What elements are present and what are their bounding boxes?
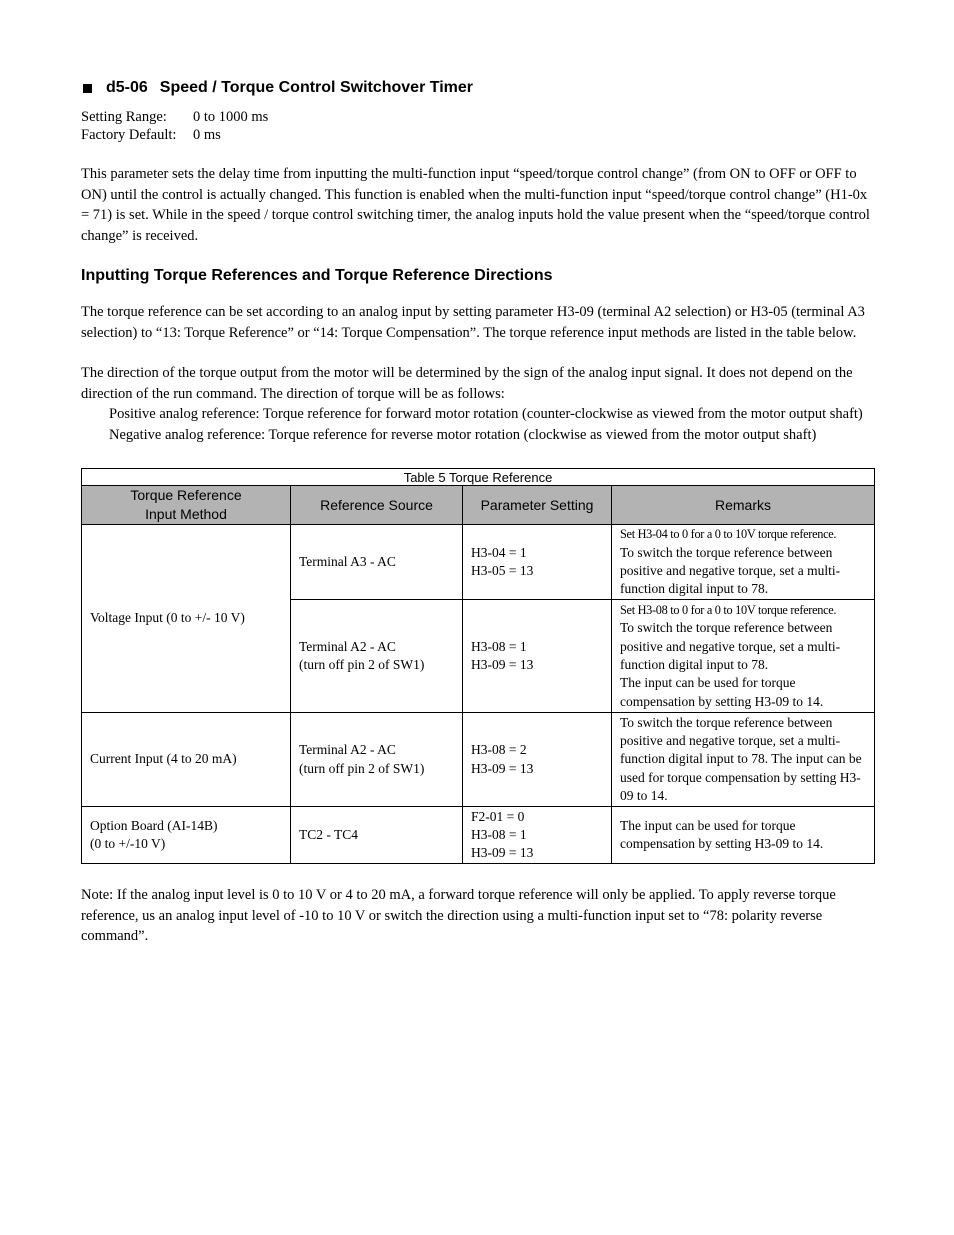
- r4-reference-source: TC2 - TC4: [291, 807, 463, 864]
- header-method-line2: Input Method: [145, 506, 227, 522]
- parameter-heading: [81, 78, 878, 98]
- torque-reference-table: [81, 468, 875, 864]
- table-row: [82, 525, 875, 600]
- negative-reference-item: Negative analog reference: Torque reference for reverse motor rotation (clockwise as viewed from the motor output shaft): [109, 426, 817, 443]
- table-row: [82, 807, 875, 864]
- r3-source-line: (turn off pin 2 of SW1): [299, 760, 425, 776]
- r1-reference-source: Terminal A3 - AC: [291, 525, 463, 600]
- analog-input-note: Note: If the analog input level is 0 to 10 V or 4 to 20 mA, a forward torque reference will only be applied. To apply reverse torque reference, us an analog input level of -10 to 10 V or switch the direction using a multi-function input set to “78: polarity reverse command”.: [81, 887, 836, 944]
- setting-range-value: 0 to 1000 ms: [193, 109, 269, 125]
- r2-remark-line: To switch the torque reference between positive and negative torque, set a multi-function digital input to 78.: [620, 620, 841, 672]
- parameter-description: This parameter sets the delay time from inputting the multi-function input “speed/torque control change” (from ON to OFF or OFF to ON) until the control is actually changed. This function is enabled when the multi-function input “speed/torque control change” (H1-0x = 71) is set. While in the speed / torque control switching timer, the analog inputs hold the value present when the “speed/torque control change” is received.: [81, 166, 870, 244]
- r1-remark-line: Set H3-04 to 0 for a 0 to 10V torque reference.: [620, 527, 837, 542]
- header-method-line1: Torque Reference: [130, 487, 242, 503]
- r3-setting-line: H3-08 = 2: [471, 742, 527, 758]
- r2-reference-source: [291, 600, 463, 713]
- r3-reference-source: [291, 713, 463, 807]
- document-page: [81, 78, 878, 947]
- r4-setting-line: H3-08 = 1: [471, 826, 527, 842]
- r1-remark-line: To switch the torque reference between positive and negative torque, set a multi-function digital input to 78.: [620, 544, 841, 597]
- setting-range-row: [81, 108, 878, 126]
- square-bullet-icon: [83, 84, 92, 93]
- positive-reference-item: Positive analog reference: Torque reference for forward motor rotation (counter-clockwise as viewed from the motor output shaft): [109, 406, 863, 422]
- r3-source-line: Terminal A2 - AC: [299, 742, 396, 758]
- r2-remark-line: Set H3-08 to 0 for a 0 to 10V torque reference.: [620, 603, 837, 618]
- r3-remarks: To switch the torque reference between positive and negative torque, set a multi-function digital input to 78. The input can be used for torque compensation by setting H3-09 to 14.: [612, 713, 875, 807]
- r2-source-line: Terminal A2 - AC: [299, 638, 396, 654]
- subsection-heading: Inputting Torque References and Torque Reference Directions: [81, 267, 553, 284]
- r3-setting-line: H3-09 = 13: [471, 760, 534, 776]
- r1-setting-line: H3-05 = 13: [471, 563, 534, 578]
- r1-parameter-setting: [463, 525, 612, 600]
- factory-default-label: Factory Default:: [81, 127, 177, 143]
- option-method-line: Option Board (AI-14B): [90, 817, 218, 833]
- option-method-line: (0 to +/-10 V): [90, 836, 166, 851]
- voltage-input-method: Voltage Input (0 to +/- 10 V): [82, 525, 291, 713]
- r3-parameter-setting: [463, 713, 612, 807]
- header-input-method: [82, 486, 291, 525]
- r2-remark-line: The input can be used for torque compensation by setting H3-09 to 14.: [620, 675, 824, 709]
- r2-setting-line: H3-09 = 13: [471, 657, 534, 672]
- option-board-method: [82, 807, 291, 864]
- torque-reference-paragraph: The torque reference can be set according to an analog input by setting parameter H3-09 (terminal A2 selection) or H3-05 (terminal A3 selection) to “13: Torque Reference” or “14: Torque Compensation”. The torque reference input methods are listed in the table below.: [81, 304, 865, 341]
- r4-remarks: The input can be used for torque compensation by setting H3-09 to 14.: [612, 807, 875, 864]
- table-caption-row: [82, 469, 875, 486]
- torque-direction-paragraph: The direction of the torque output from the motor will be determined by the sign of the analog input signal. It does not depend on the direction of the run command. The direction of torque will be as follows:: [81, 365, 853, 402]
- parameter-spec: [81, 108, 878, 144]
- r4-setting-line: H3-09 = 13: [471, 845, 534, 861]
- table-caption: Table 5 Torque Reference: [82, 469, 875, 486]
- r2-parameter-setting: [463, 600, 612, 713]
- r2-setting-line: H3-08 = 1: [471, 638, 527, 654]
- r4-parameter-setting: [463, 807, 612, 864]
- header-reference-source: Reference Source: [291, 486, 463, 525]
- r2-remarks: [612, 600, 875, 713]
- factory-default-row: [81, 126, 878, 144]
- header-remarks: Remarks: [612, 486, 875, 525]
- header-parameter-setting: Parameter Setting: [463, 486, 612, 525]
- current-input-method: Current Input (4 to 20 mA): [82, 713, 291, 807]
- r2-source-line: (turn off pin 2 of SW1): [299, 657, 425, 672]
- parameter-title: Speed / Torque Control Switchover Timer: [159, 79, 474, 96]
- r1-remarks: [612, 525, 875, 600]
- setting-range-label: Setting Range:: [81, 109, 167, 125]
- table-row: [82, 713, 875, 807]
- factory-default-value: 0 ms: [193, 127, 221, 143]
- r4-setting-line: F2-01 = 0: [471, 808, 525, 824]
- r1-setting-line: H3-04 = 1: [471, 544, 527, 560]
- table-header-row: [82, 486, 875, 525]
- parameter-code: d5-06: [106, 79, 148, 96]
